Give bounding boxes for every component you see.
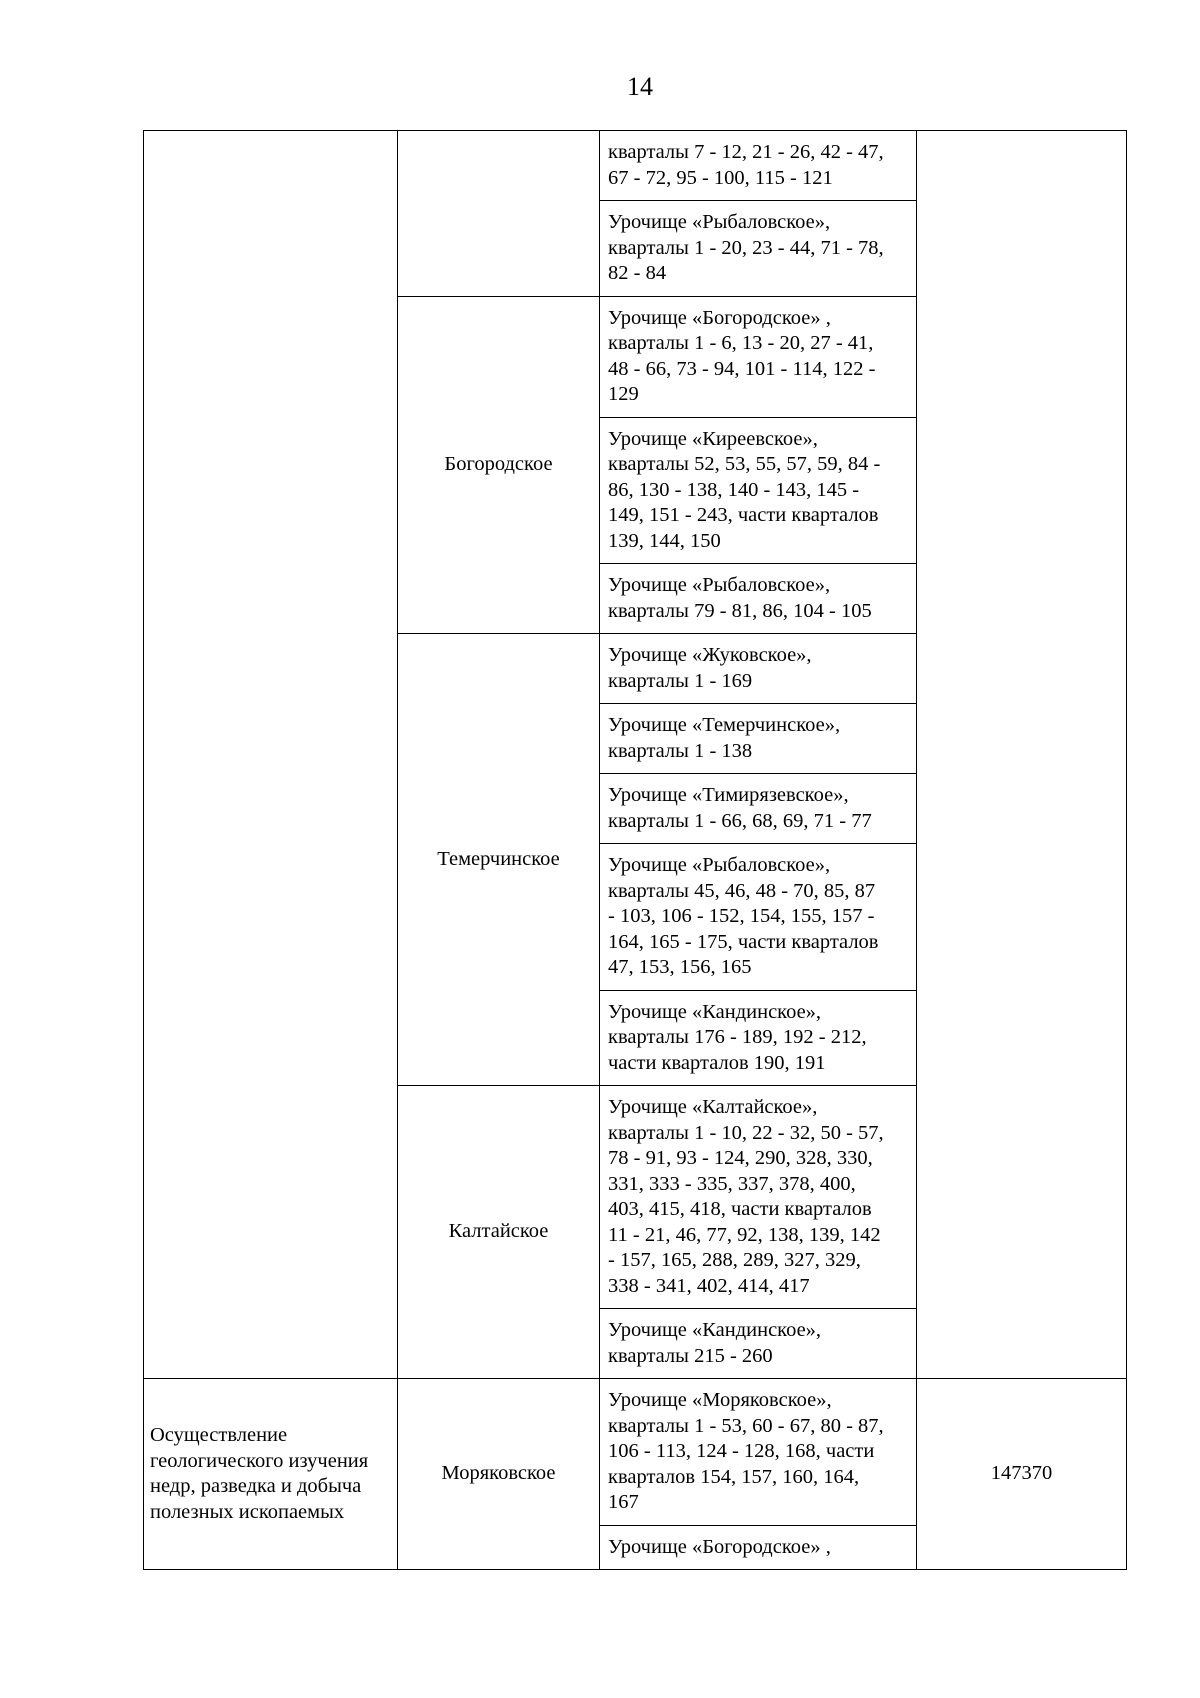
location-cell <box>600 634 917 704</box>
text-line: 78 - 91, 93 - 124, 290, 328, 330, <box>608 1147 873 1169</box>
text-line: 48 - 66, 73 - 94, 101 - 114, 122 - <box>608 357 876 380</box>
text-line: 11 - 21, 46, 77, 92, 138, 139, 142 <box>608 1223 881 1246</box>
text-line: Урочище «Моряковское», <box>608 1389 832 1411</box>
text-line: части кварталов 190, 191 <box>608 1051 826 1074</box>
text-line: 164, 165 - 175, части кварталов <box>608 930 879 953</box>
purpose-cell <box>144 1379 398 1570</box>
text-line: 403, 415, 418, части кварталов <box>608 1198 872 1220</box>
text-line: 129 <box>608 383 639 405</box>
text-line: Урочище «Киреевское», <box>608 427 818 450</box>
text-line: кварталы 1 - 20, 23 - 44, 71 - 78, <box>608 236 884 259</box>
text-line: Урочище «Кандинское», <box>608 1000 822 1023</box>
text-line: Осуществление <box>150 1424 288 1446</box>
text-line: - 157, 165, 288, 289, 327, 329, <box>608 1249 861 1271</box>
forestry-cell-empty <box>398 131 600 297</box>
location-cell <box>600 1309 917 1379</box>
text-line: кварталы 79 - 81, 86, 104 - 105 <box>608 599 872 622</box>
area-cell-empty <box>917 131 1127 1379</box>
location-cell <box>600 564 917 634</box>
text-line: кварталы 45, 46, 48 - 70, 85, 87 <box>608 879 876 902</box>
text-line: 139, 144, 150 <box>608 529 721 552</box>
text-line: кварталы 7 - 12, 21 - 26, 42 - 47, <box>608 141 884 163</box>
text-line: 338 - 341, 402, 414, 417 <box>608 1274 810 1297</box>
forestry-name: Темерчинское <box>398 634 600 1086</box>
text-line: геологического изучения <box>150 1449 369 1472</box>
text-line: Урочище «Кандинское», <box>608 1319 822 1341</box>
forestry-name: Калтайское <box>398 1086 600 1379</box>
location-cell <box>600 131 917 201</box>
location-cell <box>600 296 917 417</box>
text-line: - 103, 106 - 152, 154, 155, 157 - <box>608 905 875 927</box>
text-line: 86, 130 - 138, 140 - 143, 145 - <box>608 478 860 501</box>
text-line: 331, 333 - 335, 337, 378, 400, <box>608 1172 856 1195</box>
text-line: Урочище «Рыбаловское», <box>608 211 831 233</box>
table-row <box>144 1379 1127 1526</box>
location-cell <box>600 774 917 844</box>
text-line: Урочище «Рыбаловское», <box>608 574 831 596</box>
text-line: кварталы 1 - 138 <box>608 739 753 762</box>
location-cell <box>600 201 917 297</box>
text-line: кварталы 52, 53, 55, 57, 59, 84 - <box>608 453 881 475</box>
text-line: кварталов 154, 157, 160, 164, <box>608 1465 860 1488</box>
text-line: Урочище «Тимирязевское», <box>608 784 849 806</box>
forestry-name: Богородское <box>398 296 600 634</box>
text-line: Урочище «Калтайское», <box>608 1096 818 1118</box>
text-line: Урочище «Богородское» , <box>608 1535 831 1558</box>
text-line: 82 - 84 <box>608 262 667 284</box>
location-cell <box>600 1525 917 1570</box>
location-cell <box>600 704 917 774</box>
text-line: недр, разведка и добыча <box>150 1475 362 1497</box>
purpose-cell-empty <box>144 131 398 1379</box>
text-line: Урочище «Жуковское», <box>608 644 812 666</box>
table-row <box>144 131 1127 201</box>
text-line: 47, 153, 156, 165 <box>608 956 752 978</box>
text-line: кварталы 1 - 169 <box>608 669 753 692</box>
text-line: 67 - 72, 95 - 100, 115 - 121 <box>608 166 833 189</box>
location-cell <box>600 1086 917 1309</box>
text-line: кварталы 215 - 260 <box>608 1344 773 1367</box>
text-line: 149, 151 - 243, части кварталов <box>608 504 879 526</box>
page-number: 14 <box>627 72 653 101</box>
text-line: полезных ископаемых <box>150 1500 345 1523</box>
text-line: кварталы 1 - 10, 22 - 32, 50 - 57, <box>608 1121 884 1144</box>
text-line: 106 - 113, 124 - 128, 168, части <box>608 1440 875 1462</box>
text-line: кварталы 1 - 66, 68, 69, 71 - 77 <box>608 809 872 832</box>
text-line: 167 <box>608 1491 639 1513</box>
text-line: Урочище «Богородское» , <box>608 306 831 329</box>
text-line: Урочище «Темерчинское», <box>608 714 841 736</box>
area-value: 147370 <box>917 1379 1127 1570</box>
location-cell <box>600 1379 917 1526</box>
text-line: Урочище «Рыбаловское», <box>608 854 831 876</box>
text-line: кварталы 176 - 189, 192 - 212, <box>608 1026 867 1048</box>
location-cell <box>600 990 917 1086</box>
text-line: кварталы 1 - 53, 60 - 67, 80 - 87, <box>608 1414 884 1437</box>
location-cell <box>600 417 917 564</box>
text-line: кварталы 1 - 6, 13 - 20, 27 - 41, <box>608 332 874 354</box>
location-cell <box>600 844 917 991</box>
land-plots-table <box>143 130 1127 1570</box>
forestry-name: Моряковское <box>398 1379 600 1570</box>
